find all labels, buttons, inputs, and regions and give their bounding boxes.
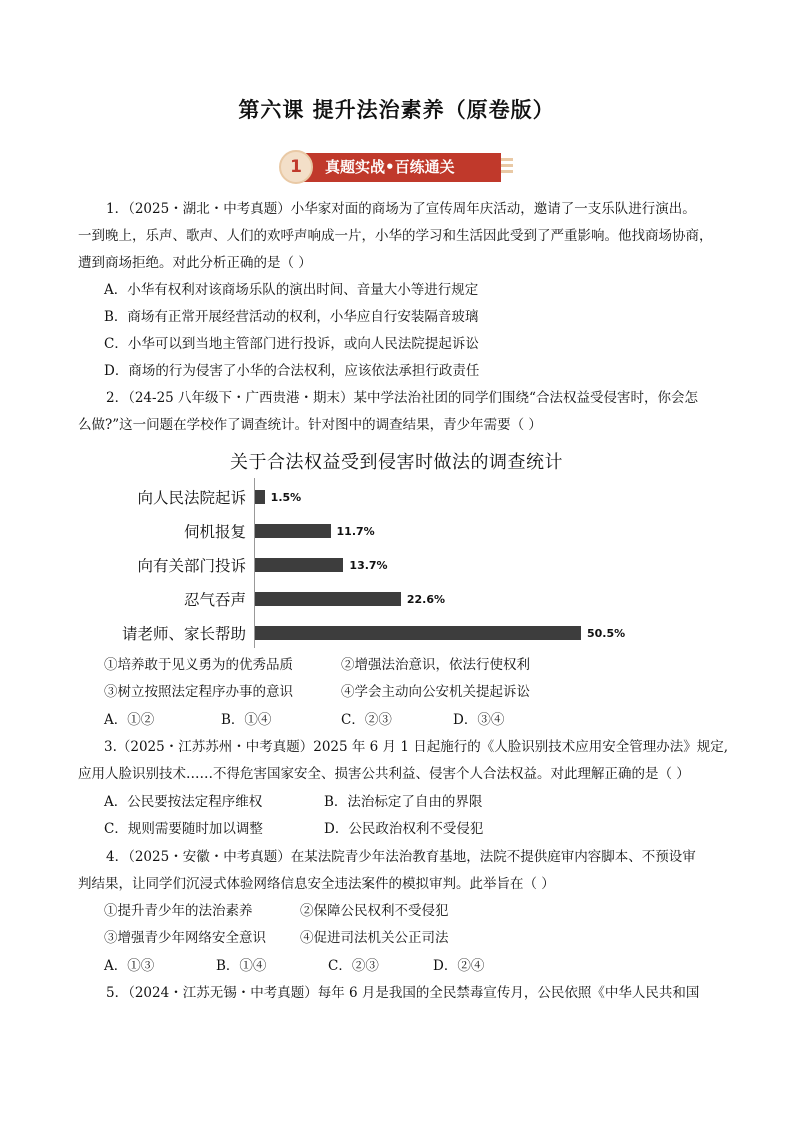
chart-bar bbox=[255, 626, 581, 640]
q2-option-b: B．①④ bbox=[221, 712, 272, 728]
survey-bar-chart bbox=[100, 478, 660, 648]
q1-option-a: A．小华有权利对该商场乐队的演出时间、音量大小等进行规定 bbox=[104, 282, 479, 298]
q3-option-b: B．法治标定了自由的界限 bbox=[324, 794, 483, 810]
q1-option-d: D．商场的行为侵害了小华的合法权利，应该依法承担行政责任 bbox=[104, 363, 480, 379]
q2-item-2: ②增强法治意识，依法行使权利 bbox=[341, 657, 530, 673]
q1-stem-line3: 遭到商场拒绝。对此分析正确的是（ ） bbox=[78, 255, 312, 271]
q4-item-4: ④促进司法机关公正司法 bbox=[300, 930, 449, 946]
q4-option-b: B．①④ bbox=[216, 958, 267, 974]
q3-stem-line1: 3.（2025・江苏苏州・中考真题）2025 年 6 月 1 日起施行的《人脸识别技术应用安全管理办法》规定, bbox=[104, 739, 729, 755]
chart-category-label: 向有关部门投诉 bbox=[137, 557, 246, 575]
q2-stem-line1: 2．（24-25 八年级下・广西贵港・期末）某中学法治社团的同学们围绕“合法权益受侵害时，你会怎 bbox=[106, 390, 698, 406]
q4-stem-line1: 4．（2025・安徽・中考真题）在某法院青少年法治教育基地，法院不提供庭审内容脚本、不预设审 bbox=[106, 849, 696, 865]
chart-bar bbox=[255, 490, 265, 504]
q4-option-a: A．①③ bbox=[104, 958, 155, 974]
section-label: 真题实战•百练通关 bbox=[297, 153, 501, 182]
q3-option-a: A．公民要按法定程序维权 bbox=[104, 794, 263, 810]
q1-stem-line2: 一到晚上，乐声、歌声、人们的欢呼声响成一片，小华的学习和生活因此受到了严重影响。他找商场协商， bbox=[78, 228, 713, 244]
q4-item-1: ①提升青少年的法治素养 bbox=[104, 903, 253, 919]
chart-bar bbox=[255, 558, 343, 572]
q1-option-b: B．商场有正常开展经营活动的权利，小华应自行安装隔音玻璃 bbox=[104, 309, 479, 325]
q3-option-d: D．公民政治权利不受侵犯 bbox=[324, 821, 484, 837]
q5-stem-line1: 5．（2024・江苏无锡・中考真题）每年 6 月是我国的全民禁毒宣传月，公民依照《中华人民共和国 bbox=[106, 985, 700, 1001]
q4-item-3: ③增强青少年网络安全意识 bbox=[104, 930, 266, 946]
q2-item-4: ④学会主动向公安机关提起诉讼 bbox=[341, 684, 530, 700]
chart-category-label: 伺机报复 bbox=[183, 523, 246, 541]
q3-stem-line2: 应用人脸识别技术……不得危害国家安全、损害公共利益、侵害个人合法权益。对此理解正确的是（ ） bbox=[78, 766, 690, 782]
q4-option-c: C．②③ bbox=[328, 958, 379, 974]
q2-item-3: ③树立按照法定程序办事的意识 bbox=[104, 684, 293, 700]
chart-category-label: 请老师、家长帮助 bbox=[121, 625, 246, 643]
q2-item-1: ①培养敢于见义勇为的优秀品质 bbox=[104, 657, 293, 673]
q1-option-c: C．小华可以到当地主管部门进行投诉，或向人民法院提起诉讼 bbox=[104, 336, 479, 352]
chart-value-label: 1.5% bbox=[270, 491, 302, 504]
chart-category-label: 忍气吞声 bbox=[183, 591, 246, 609]
q2-stem-line2: 么做?”这一问题在学校作了调查统计。针对图中的调查结果，青少年需要（ ） bbox=[78, 417, 542, 433]
section-number-badge: 1 bbox=[279, 150, 313, 184]
banner-stripes-decoration bbox=[501, 158, 513, 178]
q2-option-d: D．③④ bbox=[453, 712, 505, 728]
chart-value-label: 11.7% bbox=[336, 525, 375, 538]
section-banner bbox=[279, 148, 515, 186]
q4-option-d: D．②④ bbox=[433, 958, 485, 974]
chart-value-label: 13.7% bbox=[349, 559, 388, 572]
chart-category-label: 向人民法院起诉 bbox=[137, 489, 246, 507]
q4-item-2: ②保障公民权利不受侵犯 bbox=[300, 903, 449, 919]
q2-option-c: C．②③ bbox=[341, 712, 392, 728]
chart-value-label: 22.6% bbox=[406, 593, 446, 606]
q1-stem-line1: 1．（2025・湖北・中考真题）小华家对面的商场为了宣传周年庆活动，邀请了一支乐队进行演出。 bbox=[106, 201, 696, 217]
q2-option-a: A．①② bbox=[104, 712, 155, 728]
chart-bar bbox=[255, 592, 401, 606]
chart-bar bbox=[255, 524, 331, 538]
q3-option-c: C．规则需要随时加以调整 bbox=[104, 821, 263, 837]
chart-value-label: 50.5% bbox=[586, 627, 626, 640]
page-title: 第六课 提升法治素养（原卷版） bbox=[238, 98, 555, 122]
chart-title: 关于合法权益受到侵害时做法的调查统计 bbox=[230, 452, 563, 473]
q4-stem-line2: 判结果，让同学们沉浸式体验网络信息安全违法案件的模拟审判。此举旨在（ ） bbox=[78, 876, 555, 892]
